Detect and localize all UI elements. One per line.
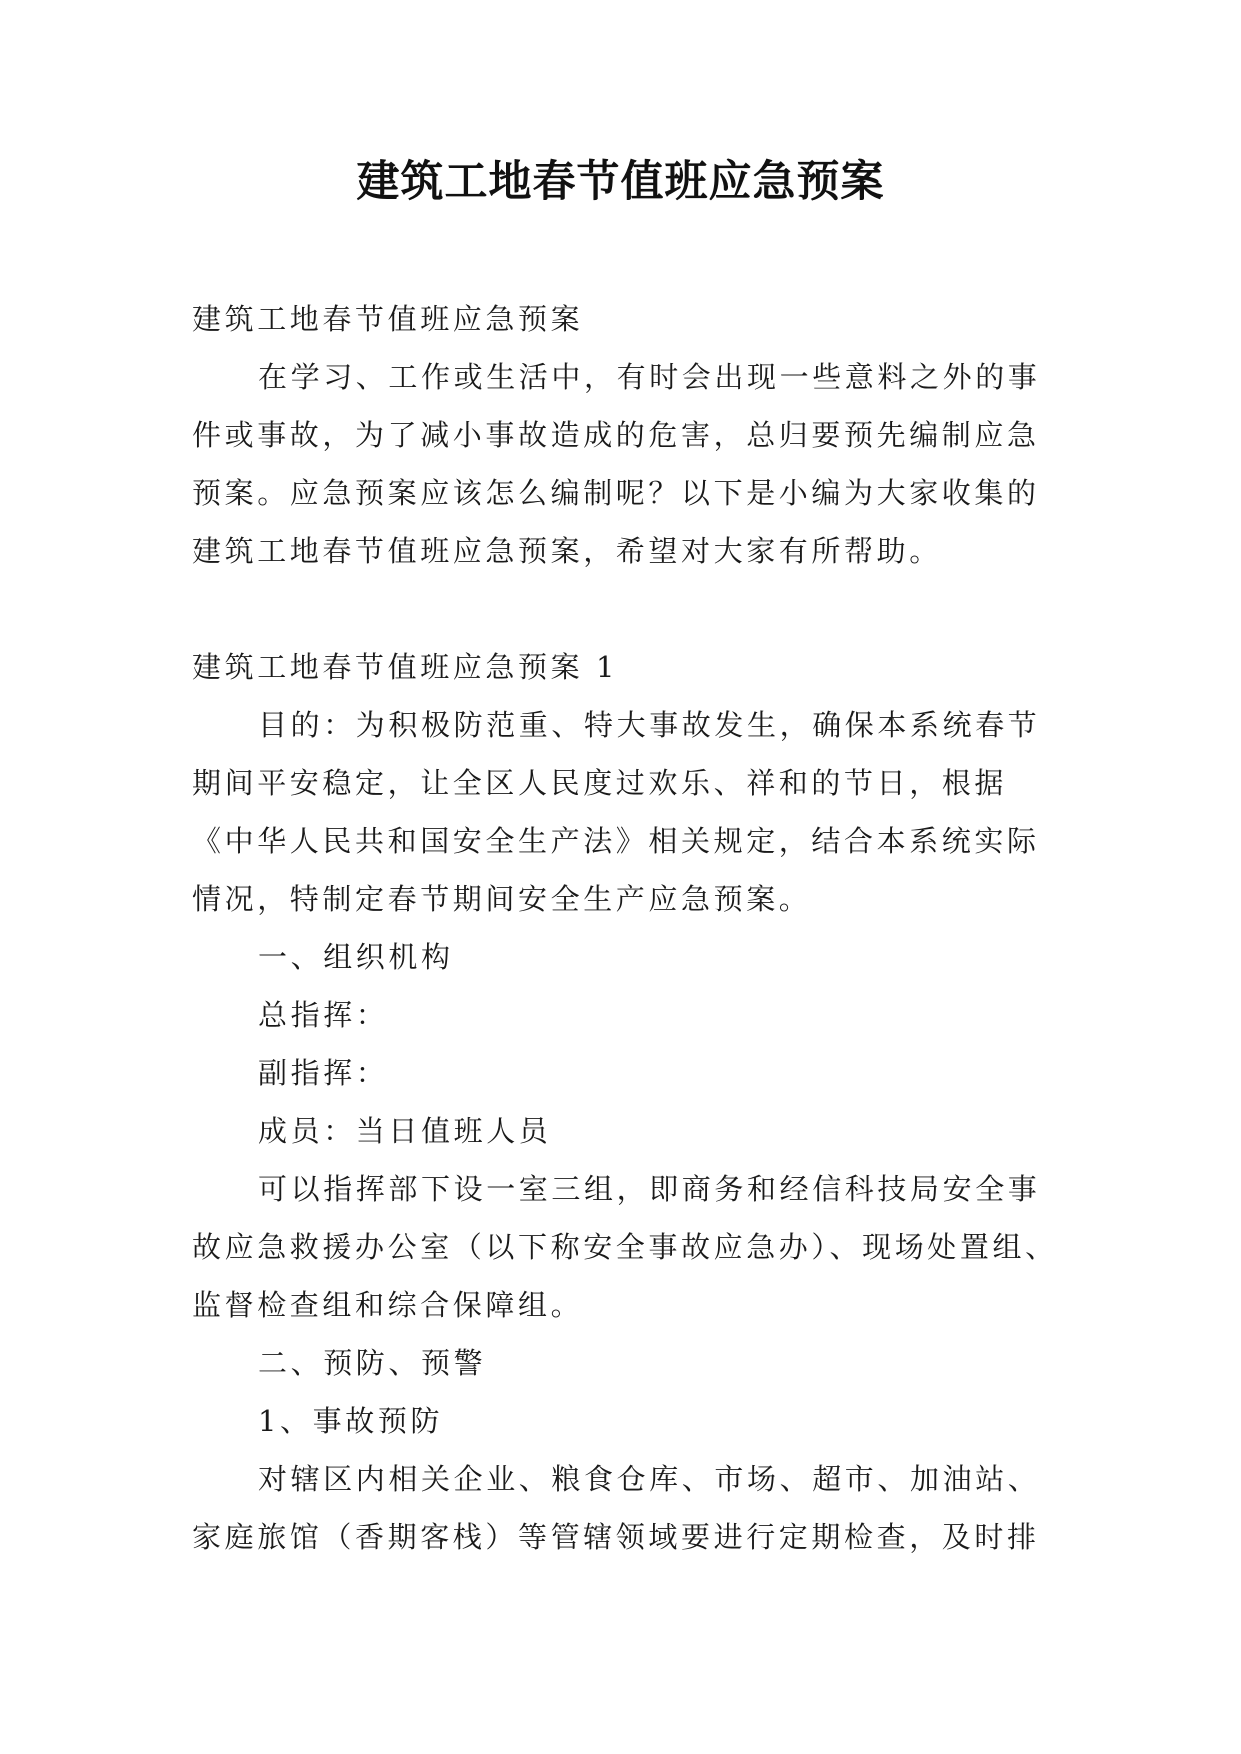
subheading-line: 1、事故预防 — [258, 1404, 444, 1438]
document-body — [192, 290, 1062, 1566]
subheading-line: 二、预防、预警 — [258, 1346, 487, 1380]
paragraph-line: 在学习、工作或生活中，有时会出现一些意料之外的事 — [258, 360, 1041, 394]
paragraph-line: 建筑工地春节值班应急预案 — [192, 302, 584, 336]
paragraph-line: 建筑工地春节值班应急预案，希望对大家有所帮助。 — [192, 534, 942, 568]
paragraph-line: 期间平安稳定，让全区人民度过欢乐、祥和的节日，根据 — [192, 766, 1008, 800]
paragraph-line: 《中华人民共和国安全生产法》相关规定，结合本系统实际 — [192, 824, 1040, 858]
paragraph-line: 总指挥： — [258, 998, 389, 1032]
paragraph-line: 可以指挥部下设一室三组，即商务和经信科技局安全事 — [258, 1172, 1041, 1206]
paragraph-line: 故应急救援办公室（以下称安全事故应急办）、现场处置组、 — [192, 1230, 1058, 1264]
subheading-line: 一、组织机构 — [258, 940, 454, 974]
paragraph-line: 监督检查组和综合保障组。 — [192, 1288, 584, 1322]
paragraph-line: 成员：当日值班人员 — [258, 1114, 552, 1148]
section-heading: 建筑工地春节值班应急预案 1 — [192, 650, 619, 684]
document-title: 建筑工地春节值班应急预案 — [356, 157, 885, 207]
paragraph-line: 件或事故，为了减小事故造成的危害，总归要预先编制应急 — [192, 418, 1040, 452]
blank-line — [192, 580, 1062, 638]
paragraph-line: 目的：为积极防范重、特大事故发生，确保本系统春节 — [258, 708, 1041, 742]
paragraph-line: 家庭旅馆（香期客栈）等管辖领域要进行定期检查，及时排 — [192, 1520, 1040, 1554]
paragraph-line: 预案。应急预案应该怎么编制呢？以下是小编为大家收集的 — [192, 476, 1040, 510]
paragraph-line: 情况，特制定春节期间安全生产应急预案。 — [192, 882, 812, 916]
paragraph-line: 副指挥： — [258, 1056, 389, 1090]
paragraph-line: 对辖区内相关企业、粮食仓库、市场、超市、加油站、 — [258, 1462, 1041, 1496]
